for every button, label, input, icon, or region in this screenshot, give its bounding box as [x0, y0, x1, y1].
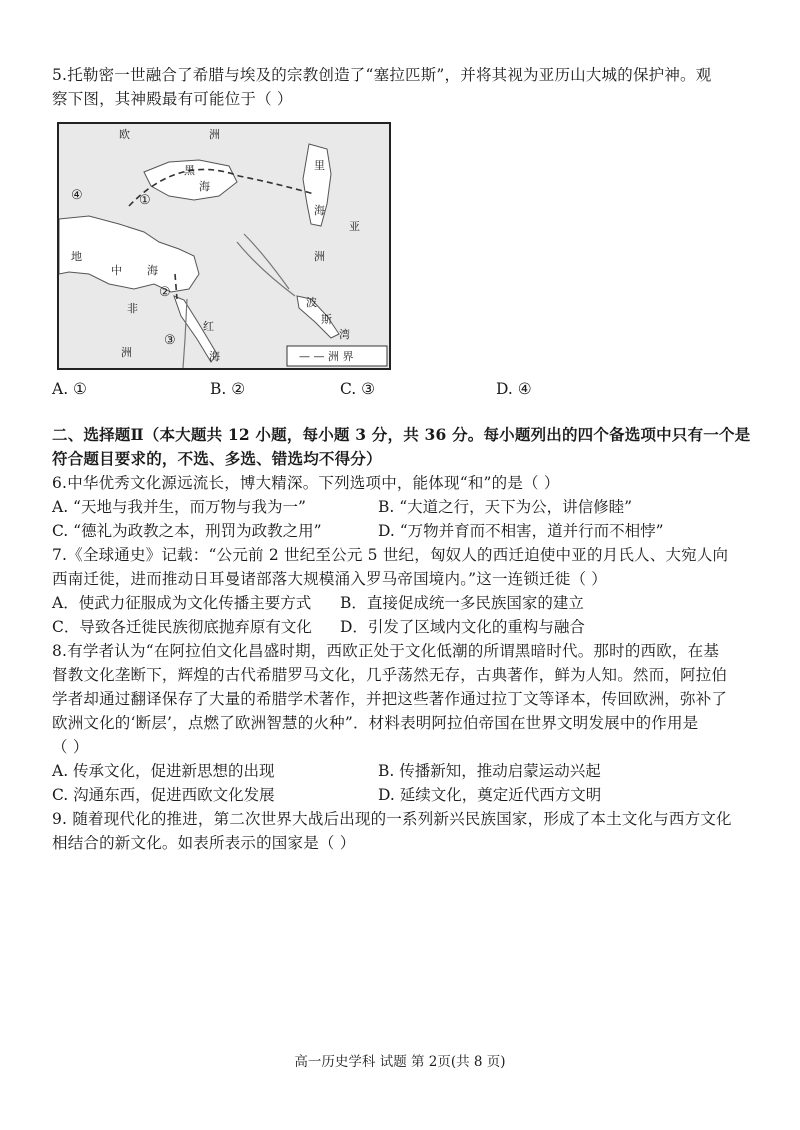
map-label-black2: 海 [199, 180, 210, 193]
q7-stem-line2: 西南迁徙，进而推动日耳曼诸部落大规模涌入罗马帝国境内。”这一连锁迁徙（ ） [52, 570, 608, 588]
q8-stem-line1: 8.有学者认为“在阿拉伯文化昌盛时期，西欧正处于文化低潮的所谓黑暗时代。那时的西欧，在基 [52, 642, 720, 660]
map-label-med1: 地 [71, 250, 82, 263]
map-label-africa2: 洲 [121, 346, 132, 359]
q7-option-a[interactable]: A．使武力征服成为文化传播主要方式 [52, 594, 312, 612]
map-marker-3: ③ [164, 333, 176, 348]
q7-option-b[interactable]: B．直接促成统一多民族国家的建立 [340, 594, 584, 612]
map-label-red2: 海 [209, 350, 220, 363]
map-label-asia2: 洲 [314, 250, 325, 263]
q7-stem-line1: 7.《全球通史》记载：“公元前 2 世纪至公元 5 世纪，匈奴人的西迁迫使中亚的月氏人、大宛人向 [52, 546, 729, 564]
q6-option-a[interactable]: A. “天地与我并生，而万物与我为一” [52, 498, 306, 516]
q7-option-d[interactable]: D．引发了区域内文化的重构与融合 [340, 618, 585, 636]
q8-option-d[interactable]: D. 延续文化，奠定近代西方文明 [378, 786, 602, 804]
q5-option-d[interactable]: D. ④ [496, 380, 532, 398]
q8-option-a[interactable]: A. 传承文化，促进新思想的出现 [52, 762, 275, 780]
map-label-europe2: 洲 [209, 128, 220, 141]
map-label-persian1: 波 [306, 296, 317, 309]
map-label-med3: 海 [147, 264, 158, 277]
q5-option-c[interactable]: C. ③ [340, 380, 376, 398]
map-label-red1: 红 [203, 320, 214, 333]
q8-stem-line5: （ ） [52, 738, 89, 756]
q8-stem-line2: 督教文化垄断下，辉煌的古代希腊罗马文化，几乎荡然无存，古典著作，鲜为人知。然而，阿拉伯 [52, 666, 728, 684]
map-drawing [59, 124, 389, 368]
map-label-europe1: 欧 [119, 128, 130, 141]
map-marker-4: ④ [71, 188, 83, 203]
map-marker-2: ② [159, 285, 171, 300]
q5-stem-line2: 察下图，其神殿最有可能位于（ ） [52, 90, 293, 108]
q6-option-b[interactable]: B. “大道之行，天下为公，讲信修睦” [378, 498, 633, 516]
q6-option-d[interactable]: D. “万物并育而不相害，道并行而不相悖” [378, 522, 664, 540]
section2-header-line1: 二、选择题Ⅱ（本大题共 12 小题，每小题 3 分，共 36 分。每小题列出的四个备选项中只有一个是 [52, 425, 751, 444]
map-label-med2: 中 [111, 264, 122, 277]
map-legend: — — 洲 界 [299, 350, 354, 363]
q8-stem-line4: 欧洲文化的‘断层’，点燃了欧洲智慧的火种”．材料表明阿拉伯帝国在世界文明发展中的作用是 [52, 714, 699, 732]
map-label-persian2: 斯 [321, 313, 332, 326]
map-label-persian3: 湾 [339, 328, 350, 341]
map-label-africa1: 非 [127, 302, 138, 315]
q5-option-b[interactable]: B. ② [210, 380, 246, 398]
q7-option-c[interactable]: C．导致各迁徙民族彻底抛弃原有文化 [52, 618, 312, 636]
q9-stem-line2: 相结合的新文化。如表所表示的国家是（ ） [52, 834, 356, 852]
historical-map [57, 122, 391, 370]
map-label-caspian2: 海 [314, 204, 325, 217]
q8-stem-line3: 学者却通过翻译保存了大量的希腊学术著作，并把这些著作通过拉丁文等译本，传回欧洲，弥补了 [52, 690, 728, 708]
q9-stem-line1: 9. 随着现代化的推进，第二次世界大战后出现的一系列新兴民族国家，形成了本土文化与西方文化 [52, 810, 732, 828]
page-footer: 高一历史学科 试题 第 2页(共 8 页) [294, 1054, 506, 1070]
map-label-black1: 黑 [184, 164, 195, 177]
q8-option-c[interactable]: C. 沟通东西，促进西欧文化发展 [52, 786, 275, 804]
q5-option-a[interactable]: A. ① [52, 380, 87, 398]
q6-option-c[interactable]: C. “德礼为政教之本，刑罚为政教之用” [52, 522, 322, 540]
section2-header-line2: 符合题目要求的，不选、多选、错选均不得分） [52, 449, 382, 468]
map-marker-1: ① [139, 193, 151, 208]
q8-option-b[interactable]: B. 传播新知，推动启蒙运动兴起 [378, 762, 601, 780]
q5-stem-line1: 5.托勒密一世融合了希腊与埃及的宗教创造了“塞拉匹斯”，并将其视为亚历山大城的保护神。观 [52, 66, 712, 84]
map-label-caspian1: 里 [314, 159, 325, 172]
q6-stem: 6.中华优秀文化源远流长，博大精深。下列选项中，能体现“和”的是（ ） [52, 474, 560, 492]
map-label-asia1: 亚 [349, 220, 360, 233]
